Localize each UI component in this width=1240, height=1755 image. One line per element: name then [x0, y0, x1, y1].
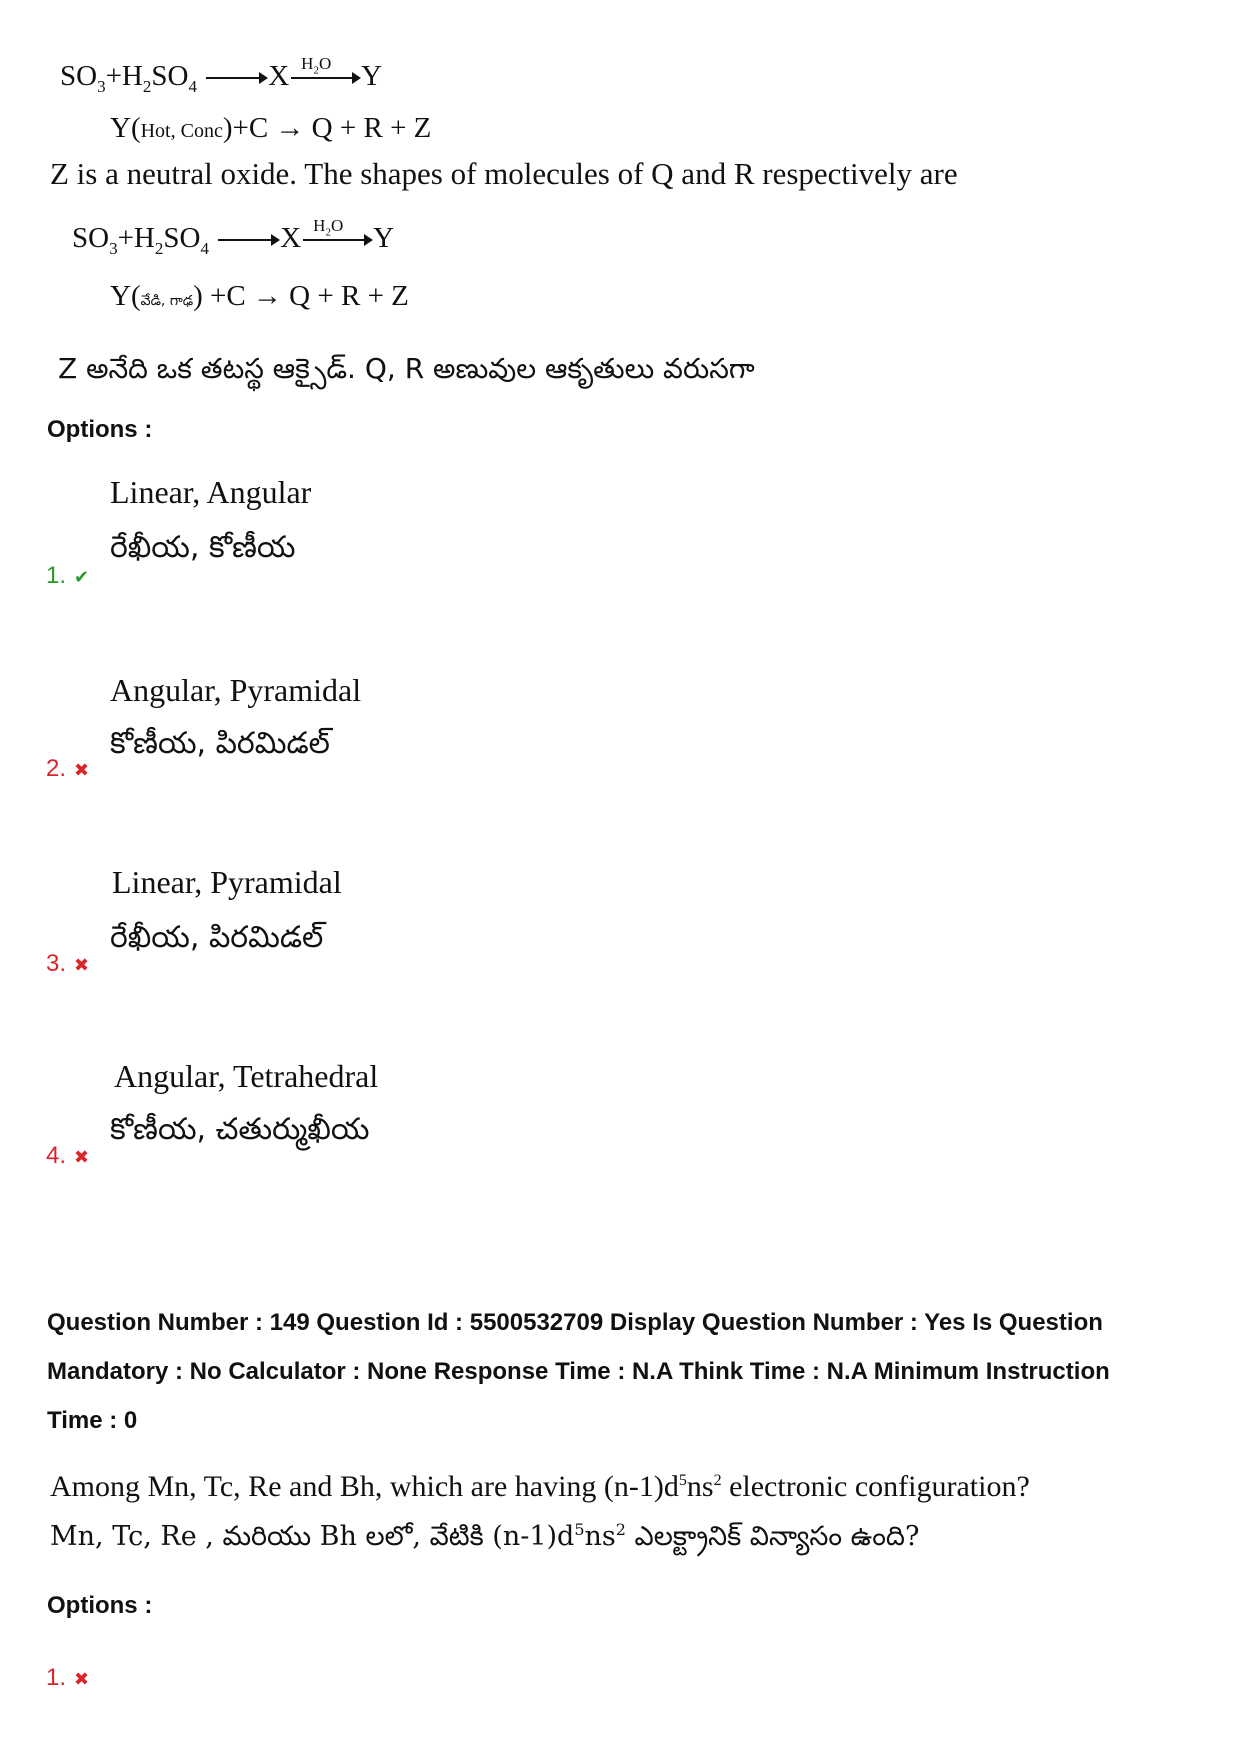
- arrow-label: H: [313, 216, 326, 236]
- eq-term: SO: [163, 222, 201, 254]
- option-number: 1.: [46, 1664, 67, 1691]
- question-metadata: [47, 1298, 1207, 1445]
- option-number: 2.: [46, 755, 67, 782]
- eq-sub: 2: [142, 76, 152, 96]
- option-4-text-en: Angular, Tetrahedral: [114, 1058, 379, 1094]
- superscript: 2: [713, 1472, 722, 1489]
- option-1[interactable]: [46, 562, 89, 590]
- superscript: 2: [615, 1520, 626, 1539]
- eq-term: Y(: [110, 280, 141, 312]
- option-2-text-en: Angular, Pyramidal: [110, 672, 362, 708]
- metadata-line: Time : 0: [47, 1407, 138, 1434]
- options-label: Options :: [47, 1592, 153, 1619]
- cross-icon: ✖: [74, 955, 90, 975]
- eq-term: +H: [117, 222, 155, 254]
- superscript: 5: [678, 1472, 687, 1489]
- cross-icon: ✖: [74, 1147, 90, 1167]
- equation-1-en: [60, 54, 383, 96]
- eq-term: )+C → Q + R + Z: [222, 112, 432, 144]
- eq-term: Y(: [110, 112, 141, 144]
- option-number: 4.: [46, 1142, 67, 1169]
- eq-condition: వేడి, గాఢ: [140, 293, 194, 309]
- eq-term: SO: [72, 222, 110, 254]
- question-149-text-en: [50, 1470, 1030, 1504]
- metadata-line: Question Number : 149 Question Id : 5500532709 Display Question Number : Yes Is Question: [47, 1309, 1103, 1336]
- question-text: electronic configuration?: [721, 1470, 1030, 1503]
- reaction-arrow-water: [303, 216, 371, 241]
- option-number: 1.: [46, 562, 67, 589]
- equation-2-te: [110, 282, 409, 311]
- equation-2-en: [110, 114, 431, 143]
- eq-sub: 4: [200, 238, 209, 258]
- superscript: 5: [574, 1520, 585, 1539]
- arrow-label-sub: 2: [313, 64, 319, 77]
- eq-condition: Hot, Conc: [140, 120, 223, 142]
- option-4[interactable]: [46, 1142, 89, 1170]
- cross-icon: ✖: [74, 760, 90, 780]
- eq-term: SO: [60, 60, 98, 92]
- eq-term: SO: [151, 60, 189, 92]
- eq-sub: 2: [154, 238, 164, 258]
- option-3-text-en: Linear, Pyramidal: [112, 864, 342, 900]
- option-3-text-te: రేఖీయ, పిరమిడల్: [110, 920, 324, 955]
- cross-icon: ✖: [74, 1669, 90, 1689]
- arrow-label-sub: 2: [325, 226, 331, 239]
- metadata-line: Mandatory : No Calculator : None Response Time : N.A Think Time : N.A Minimum Instruction: [47, 1358, 1110, 1385]
- question-text: ns: [584, 1521, 616, 1552]
- eq-term: X: [280, 222, 302, 254]
- arrow-label: O: [330, 216, 344, 236]
- option-4-text-te: కోణీయ, చతుర్ముఖీయ: [110, 1112, 370, 1147]
- options-label: Options :: [47, 416, 153, 443]
- question-149-text-te: [50, 1520, 919, 1559]
- eq-sub: 3: [97, 76, 106, 96]
- option-number: 3.: [46, 950, 67, 977]
- eq-term: Y: [373, 222, 395, 254]
- question-text: Mn, Tc, Re , మరియు Bh లలో, వేటికి (n-1)d: [50, 1521, 575, 1552]
- option-2-text-te: కోణీయ, పిరమిడల్: [110, 726, 330, 761]
- eq-sub: 4: [188, 76, 197, 96]
- eq-sub: 3: [109, 238, 118, 258]
- question-statement-te: Z అనేది ఒక తటస్థ ఆక్సైడ్. Q, R అణువుల ఆకృతులు వరుసగా: [58, 352, 755, 385]
- option-1-text-te: రేఖీయ, కోణీయ: [110, 530, 296, 565]
- option-2[interactable]: [46, 755, 89, 783]
- eq-term: ) +C → Q + R + Z: [193, 280, 409, 312]
- option-3[interactable]: [46, 950, 89, 978]
- option-1[interactable]: [46, 1664, 89, 1692]
- arrow-label: O: [318, 54, 332, 74]
- reaction-arrow: [206, 77, 266, 79]
- question-text: ns: [686, 1470, 714, 1503]
- equation-1-te: [72, 216, 395, 258]
- arrow-label: H: [301, 54, 314, 74]
- question-statement-en: Z is a neutral oxide. The shapes of molecules of Q and R respectively are: [50, 156, 958, 191]
- reaction-arrow: [218, 239, 278, 241]
- eq-term: +H: [105, 60, 143, 92]
- eq-term: Y: [361, 60, 383, 92]
- option-1-text-en: Linear, Angular: [110, 474, 312, 510]
- eq-term: X: [268, 60, 290, 92]
- check-icon: ✔: [74, 567, 90, 587]
- reaction-arrow-water: [291, 54, 359, 79]
- question-text: Among Mn, Tc, Re and Bh, which are having (n-1)d: [50, 1470, 679, 1503]
- question-text: ఎలక్ట్రానిక్ విన్యాసం ఉంది?: [625, 1521, 920, 1552]
